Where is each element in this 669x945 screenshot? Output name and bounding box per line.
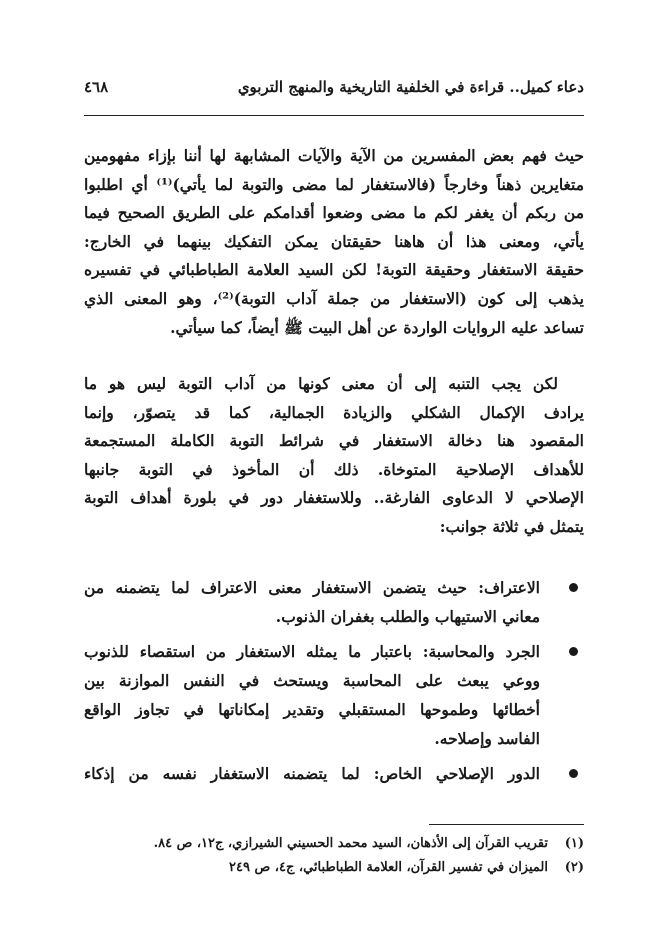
list-item [84,759,584,788]
footnote-number: (١) [564,836,584,851]
text-line: الاعتراف: حيث يتضمن الاستغفار معنى الاعتراف لما يتضمنه من [84,578,540,597]
text-line: ووعي يبعث على المحاسبة ويستحث في النفس الموازنة بين [84,671,540,690]
text-line: حقيقة الاستغفار وحقيقة التوبة! لكن السيد العلامة الطباطبائي في تفسيره [84,260,584,280]
text-line: معاني الاستيهاب والطلب بغفران الذنوب. [275,607,540,626]
paragraph-1 [84,142,584,342]
header-divider [84,115,584,116]
text-line: الإصلاحي لا الدعاوى الفارغة.. وللاستغفار دور في بلورة أهداف التوبة [84,488,584,508]
paragraph-2 [84,370,584,542]
text-line: يرادف الإكمال الشكلي والزيادة الجمالية، كما قد يتصوّر، وإنما [84,402,584,422]
list-item [84,573,584,631]
text-line: يتمثل في ثلاثة جوانب: [439,516,584,536]
text-line: الجرد والمحاسبة: باعتبار ما يمثله الاستغفار من استقصاء للذنوب [84,642,540,661]
text-line: من ربكم أن يغفر لكم ما مضى وضعوا أقدامكم على الطريق الصحيح فيما [84,203,584,223]
text-line: لكن يجب التنبه إلى أن معنى كونها من آداب التوبة ليس هو ما [84,374,558,393]
text-line: تساعد عليه الروايات الواردة عن أهل البيت ﷺ أيضاً، كما سيأتي. [170,317,584,337]
running-title: دعاء كميل.. قراءة في الخلفية التاريخية والمنهج التربوي [237,78,584,96]
footnote [84,832,584,856]
bullet-icon [569,647,578,656]
footnote-divider [429,824,584,825]
footnote-text: تقريب القرآن إلى الأذهان، السيد محمد الحسيني الشيرازي، ج١٢، ص ٨٤. [153,836,548,851]
page-number: ٤٦٨ [84,78,109,96]
text-line: المقصود هنا دخالة الاستغفار في شرائط التوبة الكاملة المستجمعة [84,431,584,451]
footnote [84,856,584,880]
text-line: للأهداف الإصلاحية المتوخاة. ذلك أن المأخوذ في التوبة جانبها [84,459,584,479]
text-line: الدور الإصلاحي الخاص: لما يتضمنه الاستغفار نفسه من إذكاء [84,764,540,783]
footnote-text: الميزان في تفسير القرآن، العلامة الطباطبائي، ج٤، ص ٢٤٩ [229,860,548,875]
text-line: الفاسد وإصلاحه. [434,729,540,748]
bullet-list [84,573,584,794]
page-header [84,78,584,100]
text-line: متغايرين ذهناً وخارجاً (فالاستغفار لما مضى والتوبة لما يأتي)⁽¹⁾ أي اطلبوا [84,174,584,194]
bullet-icon [569,769,578,778]
bullet-icon [569,583,578,592]
footnote-number: (٢) [564,860,584,875]
text-line: يأتي، ومعنى هذا أن هاهنا حقيقتان يمكن التفكيك بينهما في الخارج: [84,231,584,251]
list-item [84,637,584,753]
text-line: يذهب إلى كون (الاستغفار من جملة آداب التوبة)⁽²⁾، وهو المعنى الذي [84,288,584,308]
footnotes [84,832,584,880]
text-line: حيث فهم بعض المفسرين من الآية والآيات المشابهة لها أننا بإزاء مفهومين [84,146,584,165]
text-line: أخطائها وطموحها المستقبلي وتقدير إمكاناتها في تجاوز الواقع [84,700,540,719]
